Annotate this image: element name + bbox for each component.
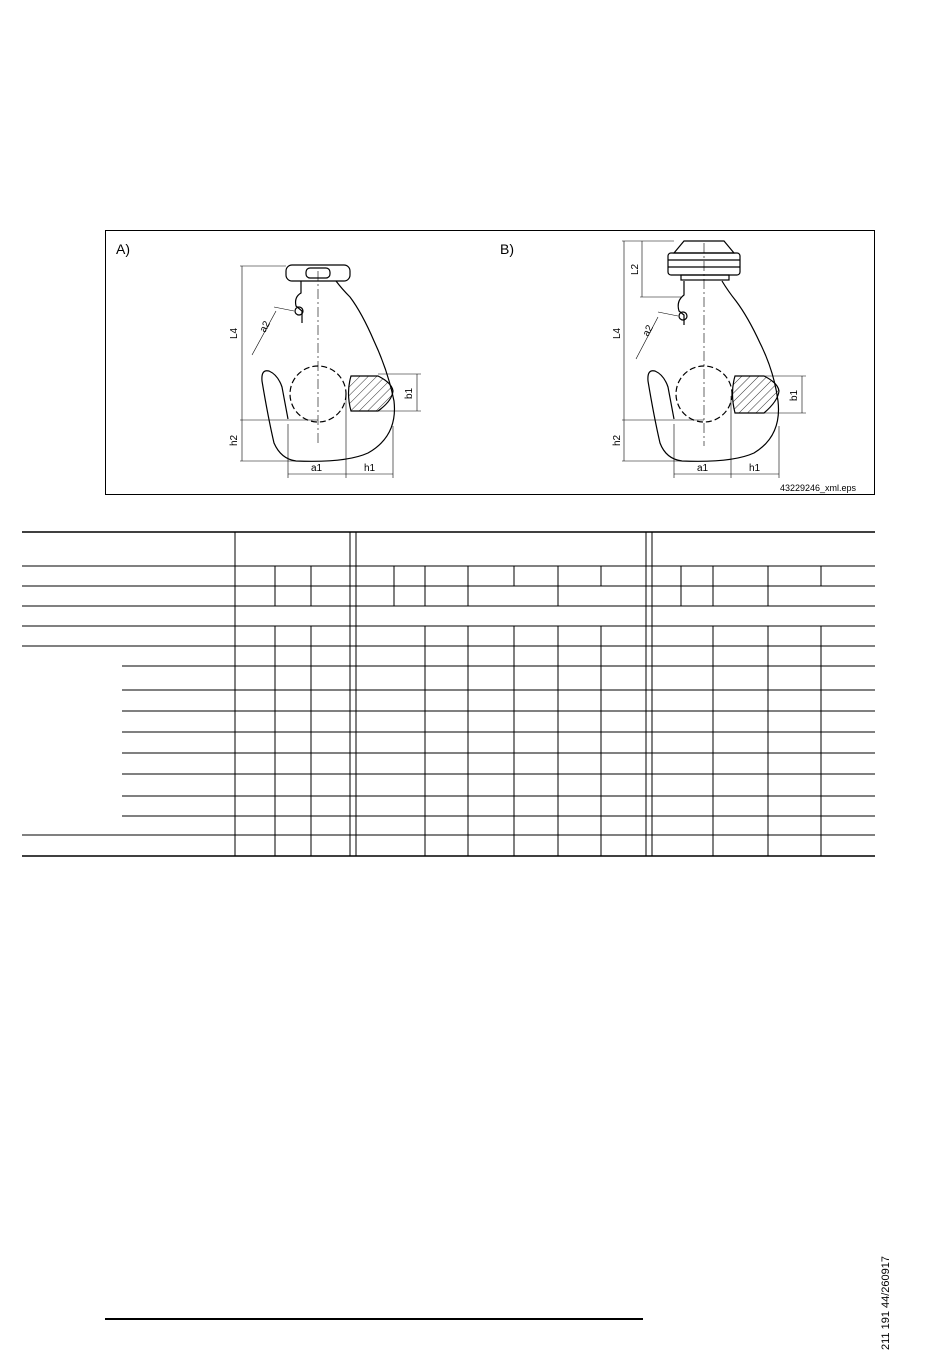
dim-b-a1: a1 — [697, 463, 709, 474]
dim-a-a2: a2 — [257, 319, 273, 335]
dim-a-b1: b1 — [404, 387, 415, 399]
panel-b-label: B) — [500, 241, 514, 257]
dim-b-a2: a2 — [640, 323, 656, 339]
footer-rule — [105, 1318, 643, 1320]
dim-b-h1: h1 — [749, 463, 761, 474]
file-label: 43229246_xml.eps — [780, 483, 857, 493]
dim-a-h1: h1 — [364, 463, 376, 474]
panel-a-label: A) — [116, 241, 130, 257]
dim-a-a1: a1 — [311, 463, 323, 474]
dim-b-b1: b1 — [789, 389, 800, 401]
dim-a-l4: L4 — [229, 327, 240, 339]
dim-b-l2: L2 — [630, 263, 641, 275]
dim-b-h2: h2 — [612, 434, 623, 446]
dim-a-h2: h2 — [229, 434, 240, 446]
document-code: 211 191 44/260917 — [880, 1256, 892, 1350]
dim-b-l4: L4 — [612, 327, 623, 339]
